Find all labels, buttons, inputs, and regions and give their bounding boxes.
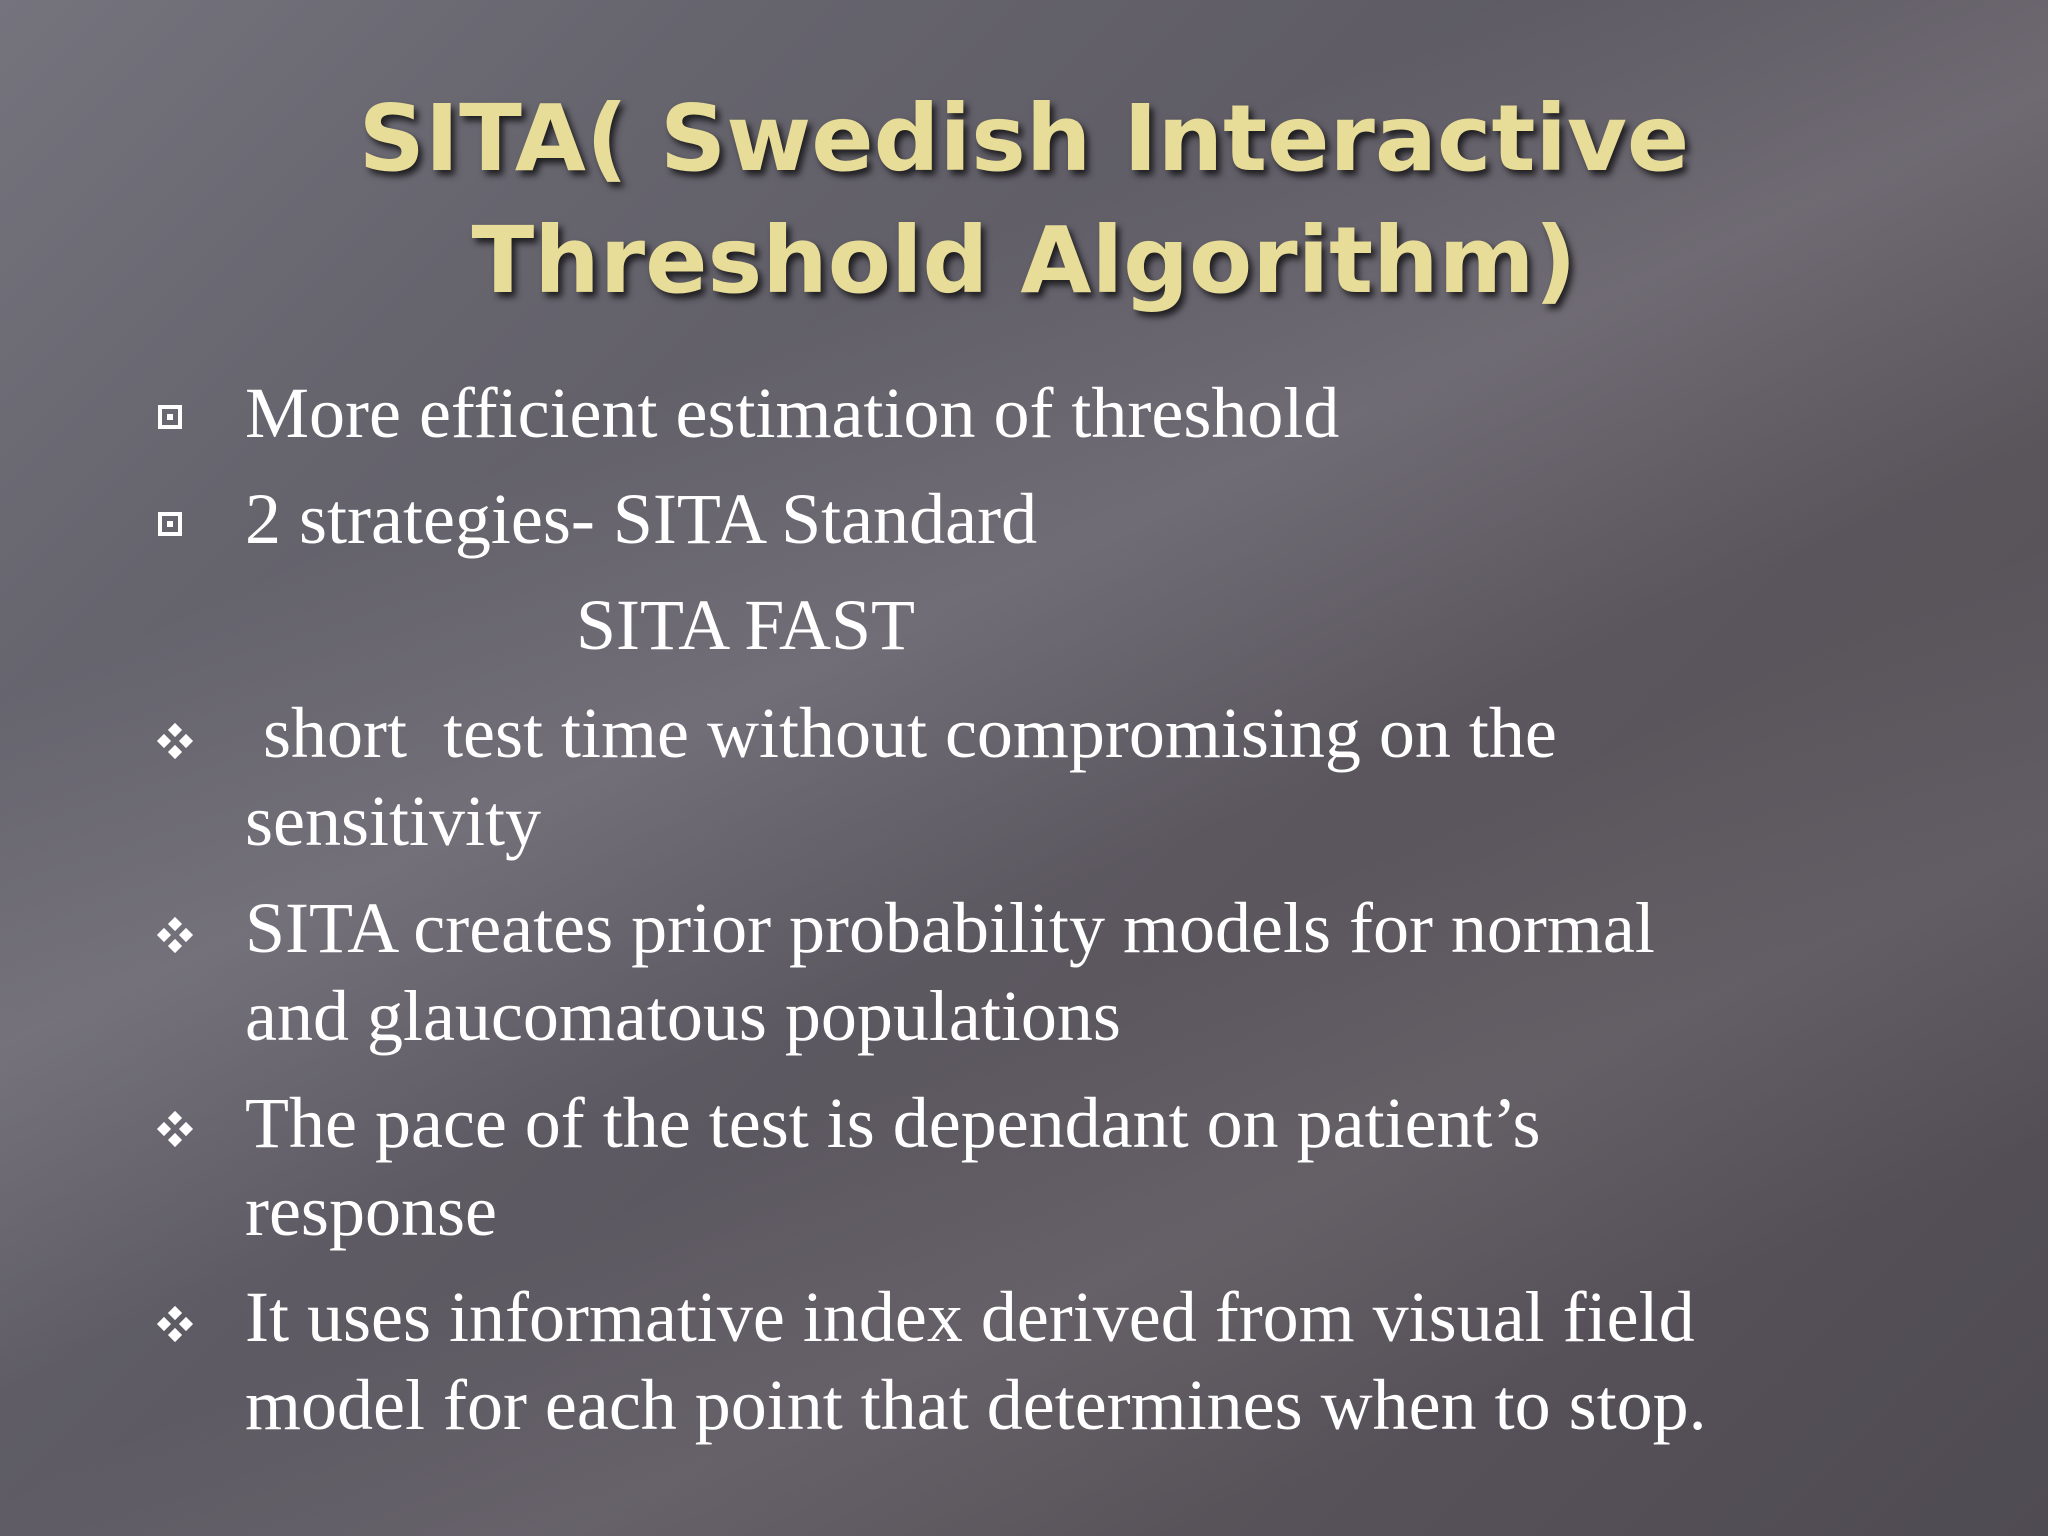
slide-title (280, 78, 1768, 322)
bullet-6-line-1: It uses informative index derived from visual field (245, 1277, 1695, 1357)
bullet-2-continuation: SITA FAST (576, 585, 915, 665)
bullet-3-line-2: sensitivity (245, 781, 542, 861)
bullet-3-line-1: short test time without compromising on the (245, 693, 1557, 773)
bullet-5-line-2: response (245, 1171, 497, 1251)
bullet-2-text: 2 strategies- SITA Standard (245, 479, 1038, 559)
title-line-1: SITA( Swedish Interactive (358, 85, 1690, 192)
square-bullet-icon (158, 405, 182, 429)
diamond-bullet-icon (158, 1307, 192, 1341)
square-bullet-icon (158, 512, 182, 536)
bullet-6-line-2: model for each point that determines when to stop. (245, 1365, 1707, 1445)
bullet-4-line-2: and glaucomatous populations (245, 976, 1121, 1056)
diamond-bullet-icon (158, 918, 192, 952)
diamond-bullet-icon (158, 1112, 192, 1146)
bullet-5-line-1: The pace of the test is dependant on patient’s (245, 1083, 1541, 1163)
diamond-bullet-icon (158, 724, 192, 758)
bullet-1-text: More efficient estimation of threshold (245, 373, 1340, 453)
title-line-2: Threshold Algorithm) (471, 207, 1577, 314)
bullet-4-line-1: SITA creates prior probability models for normal (245, 888, 1655, 968)
